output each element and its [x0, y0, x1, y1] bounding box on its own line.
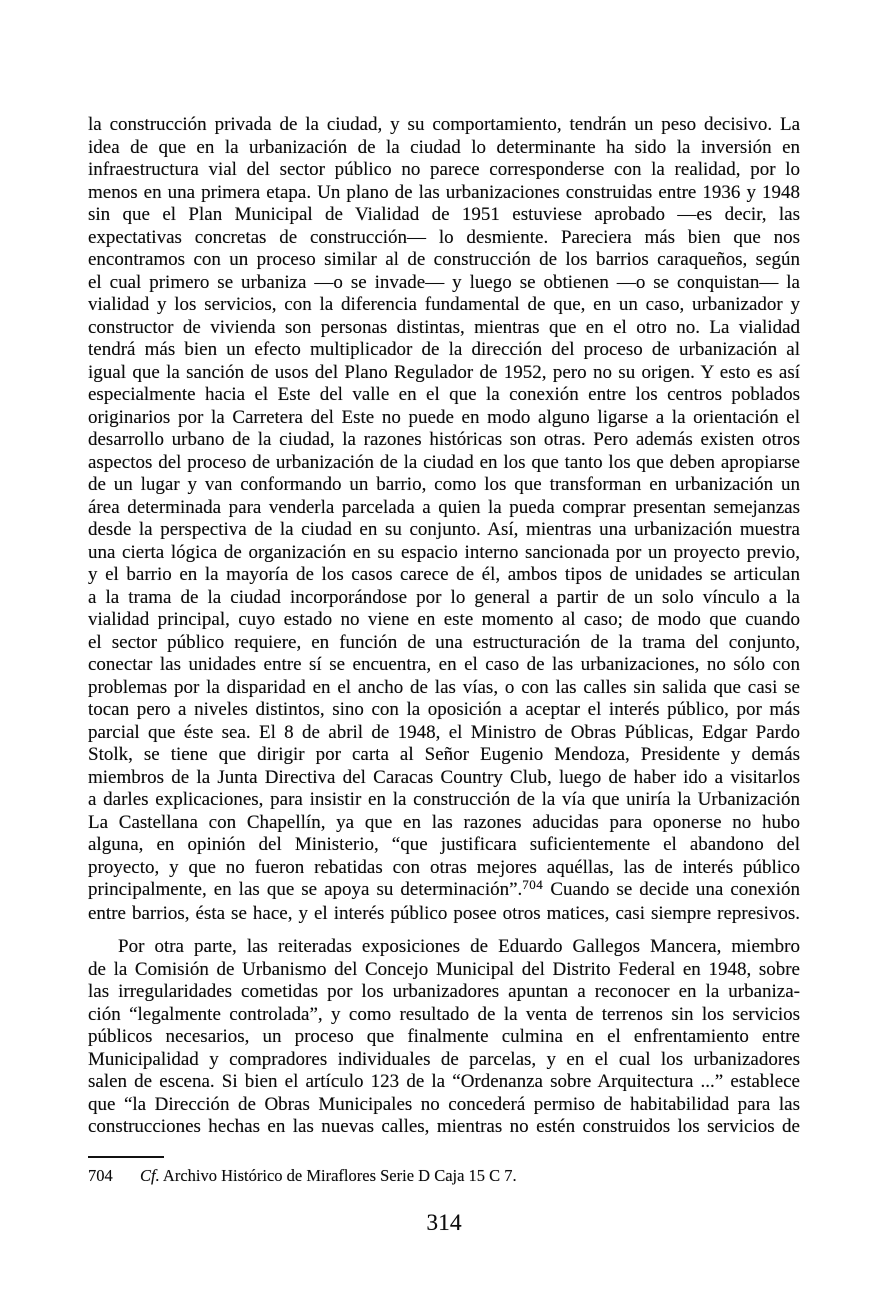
text-line: que “la Dirección de Obras Municipales no concederá permiso de habitabilidad para las	[88, 1093, 800, 1115]
text-line: vialidad y los servicios, con la diferencia fundamental de que, en un caso, urbanizador y	[88, 294, 800, 315]
text-line: Stolk, se tiene que dirigir por carta al Señor Eugenio Mendoza, Presidente y demás	[88, 744, 800, 765]
text-line: tocan pero a niveles distintos, sino con la oposición a aceptar el interés público, por más	[88, 699, 800, 720]
text-line-with-footnote-ref	[88, 879, 800, 903]
text-line: parcial que éste sea. El 8 de abril de 1948, el Ministro de Obras Públicas, Edgar Pardo	[88, 721, 800, 743]
page-number: 314	[426, 1210, 462, 1236]
text-line: Por otra parte, las reiteradas exposiciones de Eduardo Gallegos Mancera, miembro	[118, 936, 800, 957]
footnote	[88, 1166, 800, 1186]
text-line: públicos necesarios, un proceso que finalmente culmina en el enfrentamiento entre	[88, 1026, 800, 1047]
text-line: especialmente hacia el Este del valle en el que la conexión entre los centros poblados	[88, 384, 800, 405]
text-line: el sector público requiere, en función de una estructuración de la trama del conjunto,	[88, 631, 800, 653]
footnote-abbreviation: Cf.	[140, 1166, 160, 1185]
paragraph-2-lines	[88, 936, 800, 1139]
footnote-number: 704	[88, 1166, 113, 1185]
text-line: constructor de vivienda son personas distintas, mientras que en el otro no. La vialidad	[88, 316, 800, 338]
text-line: las irregularidades cometidas por los urbanizadores apuntan a reconocer en la urbaniza-	[88, 981, 800, 1002]
text-line: igual que la sanción de usos del Plano Regulador de 1952, pero no su origen. Y esto es así	[88, 361, 800, 383]
text-line: originarios por la Carretera del Este no puede en modo alguno ligarse a la orientación el	[88, 406, 800, 428]
text-line: alguna, en opinión del Ministerio, “que justificara suficientemente el abandono del	[88, 834, 800, 855]
text-line: infraestructura vial del sector público no parece corresponderse con la realidad, por lo	[88, 159, 800, 180]
text-line: La Castellana con Chapellín, ya que en las razones aducidas para oponerse no hubo	[88, 811, 800, 833]
footnote-divider	[88, 1156, 164, 1158]
paragraph-1	[88, 114, 800, 925]
ref-line-before: principalmente, en las que se apoya su determinación”.	[88, 879, 523, 900]
text-line: a darles explicaciones, para insistir en la construcción de la vía que uniría la Urbanización	[88, 789, 800, 810]
text-line: desarrollo urbano de la ciudad, la razones históricas son otras. Pero además existen otros	[88, 429, 800, 450]
text-line: miembros de la Junta Directiva del Caracas Country Club, luego de haber ido a visitarlos	[88, 766, 800, 788]
paragraph-1-lines	[88, 114, 800, 879]
text-line: a la trama de la ciudad incorporándose por lo general a partir de un solo vínculo a la	[88, 586, 800, 608]
text-line: salen de escena. Si bien el artículo 123 de la “Ordenanza sobre Arquitectura ...” establece	[88, 1071, 800, 1092]
footnote-text: Archivo Histórico de Miraflores Serie D Caja 15 C 7.	[159, 1166, 517, 1185]
text-line: aspectos del proceso de urbanización de la ciudad en los que tanto los que deben apropiarse	[88, 451, 800, 473]
text-line: proyecto, y que no fueron rebatidas con otras mejores aquéllas, las de interés público	[88, 856, 800, 878]
text-line: de un lugar y van conformando un barrio, como los que transforman en urbanización un	[88, 474, 800, 495]
text-line: problemas por la disparidad en el ancho de las vías, o con las calles sin salida que casi se	[88, 676, 800, 698]
text-line: construcciones hechas en las nuevas calles, mientras no estén construidos los servicios de	[88, 1116, 800, 1137]
text-line: área determinada para venderla parcelada a quien la pueda comprar presentan semejanzas	[88, 496, 800, 518]
text-line: desde la perspectiva de la ciudad en su conjunto. Así, mientras una urbanización muestra	[88, 519, 800, 540]
text-line: ción “legalmente controlada”, y como resultado de la venta de terrenos sin los servicios	[88, 1003, 800, 1025]
text-line: expectativas concretas de construcción— lo desmiente. Pareciera más bien que nos	[88, 226, 800, 248]
footnote-reference-marker: 704	[522, 877, 544, 892]
body-text	[88, 114, 800, 1139]
paragraph-1-last-line: entre barrios, ésta se hace, y el interés público posee otros matices, casi siempre represivos.	[88, 902, 800, 924]
text-line: menos en una primera etapa. Un plano de las urbanizaciones construidas entre 1936 y 1948	[88, 181, 800, 203]
text-line: el cual primero se urbaniza —o se invade— y luego se obtienen —o se conquistan— la	[88, 271, 800, 293]
text-line: la construcción privada de la ciudad, y su comportamiento, tendrán un peso decisivo. La	[88, 114, 800, 135]
text-line: Municipalidad y compradores individuales de parcelas, y en el cual los urbanizadores	[88, 1048, 800, 1070]
text-line: sin que el Plan Municipal de Vialidad de 1951 estuviese aprobado —es decir, las	[88, 204, 800, 225]
ref-line-after: Cuando se decide una conexión	[543, 879, 801, 900]
text-line: tendrá más bien un efecto multiplicador de la dirección del proceso de urbanización al	[88, 339, 800, 360]
text-line: una cierta lógica de organización en su espacio interno sancionada por un proyecto previo,	[88, 541, 800, 563]
text-line: vialidad principal, cuyo estado no viene en este momento al caso; de modo que cuando	[88, 609, 800, 630]
paragraph-2	[88, 936, 800, 1139]
text-line: encontramos con un proceso similar al de construcción de los barrios caraqueños, según	[88, 249, 800, 270]
text-line: idea de que en la urbanización de la ciudad lo determinante ha sido la inversión en	[88, 136, 800, 158]
text-line: de la Comisión de Urbanismo del Concejo Municipal del Distrito Federal en 1948, sobre	[88, 958, 800, 980]
text-line: conectar las unidades entre sí se encuentra, en el caso de las urbanizaciones, no sólo con	[88, 654, 800, 675]
text-line: y el barrio en la mayoría de los casos carece de él, ambos tipos de unidades se articulan	[88, 564, 800, 585]
